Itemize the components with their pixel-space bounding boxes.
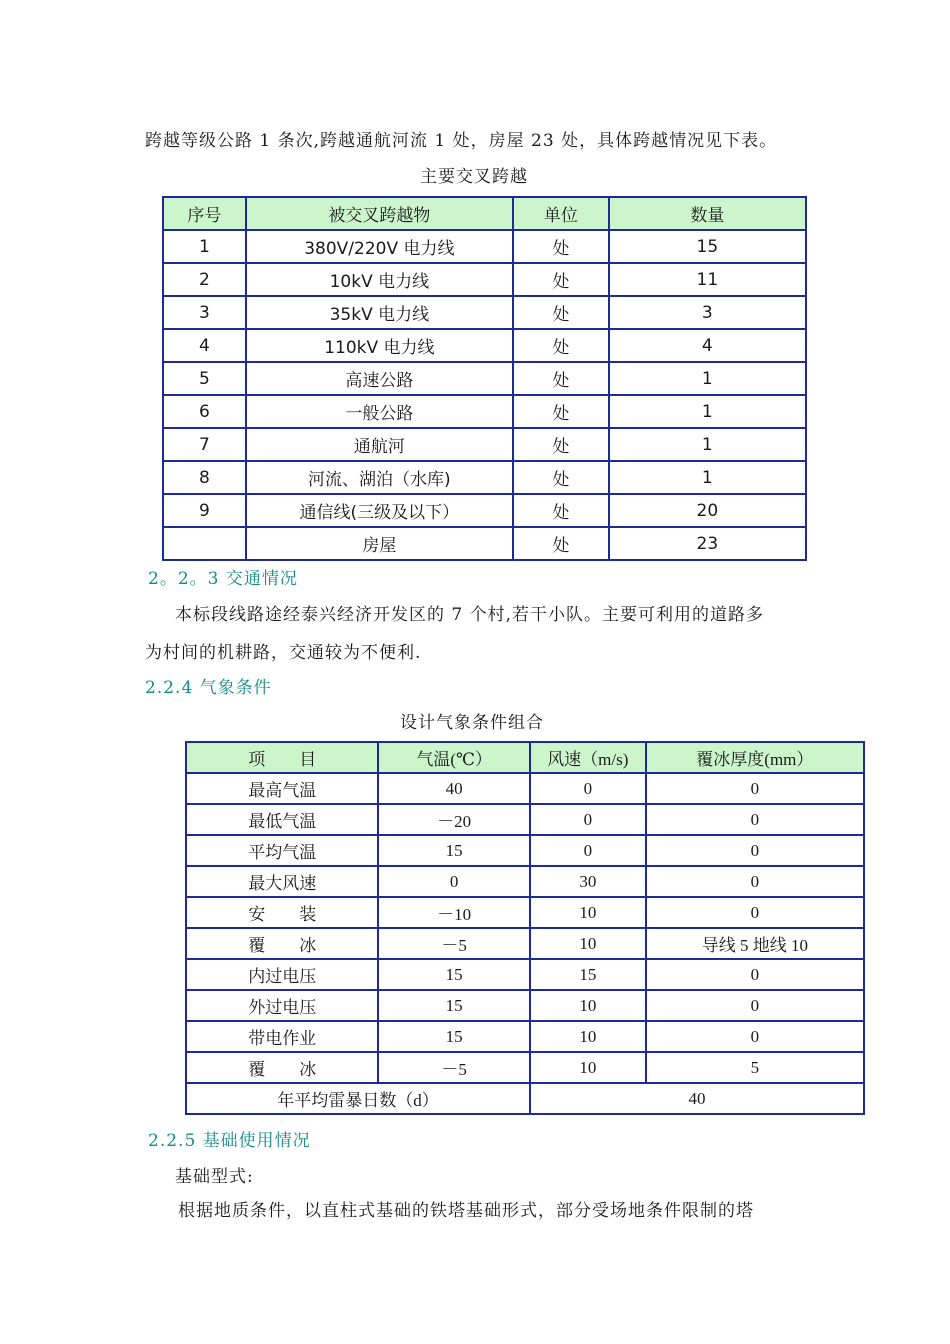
table-cell: 35kV 电力线 xyxy=(246,296,513,329)
table-cell: 导线 5 地线 10 xyxy=(646,928,864,959)
table-row xyxy=(186,835,864,866)
table-cell: 5 xyxy=(646,1052,864,1083)
table-cell: 处 xyxy=(513,395,609,428)
section-heading-traffic: 2。2。3 交通情况 xyxy=(148,569,298,589)
table-row xyxy=(163,329,806,362)
table-cell: 覆 冰 xyxy=(186,928,378,959)
table-cell: 15 xyxy=(530,959,646,990)
table-cell: 处 xyxy=(513,362,609,395)
table-cell xyxy=(163,527,246,560)
table-cell: 15 xyxy=(378,1021,530,1052)
table-cell: 1 xyxy=(609,428,806,461)
table-cell: 房屋 xyxy=(246,527,513,560)
table-cell: 0 xyxy=(646,866,864,897)
table-cell: 处 xyxy=(513,329,609,362)
table-cell: 0 xyxy=(646,897,864,928)
table-cell: 6 xyxy=(163,395,246,428)
table-cell: 1 xyxy=(609,362,806,395)
table-cell: 通信线(三级及以下） xyxy=(246,494,513,527)
table-row xyxy=(186,773,864,804)
table-cell: 20 xyxy=(609,494,806,527)
table-cell: 0 xyxy=(530,773,646,804)
table-cell: 3 xyxy=(609,296,806,329)
table-cell: 4 xyxy=(609,329,806,362)
table-cell: 0 xyxy=(646,959,864,990)
table-cell: 河流、湖泊（水库) xyxy=(246,461,513,494)
table-cell: －5 xyxy=(378,928,530,959)
table-cell: 平均气温 xyxy=(186,835,378,866)
table-row xyxy=(186,959,864,990)
table-cell: 处 xyxy=(513,296,609,329)
table-cell: 通航河 xyxy=(246,428,513,461)
table-cell: 11 xyxy=(609,263,806,296)
table-cell: 10 xyxy=(530,928,646,959)
crossing-table xyxy=(162,196,807,561)
table-row xyxy=(186,1052,864,1083)
table-cell: 7 xyxy=(163,428,246,461)
table-cell: 最高气温 xyxy=(186,773,378,804)
header-cell: 覆冰厚度(mm） xyxy=(646,742,864,773)
table-row xyxy=(163,395,806,428)
table-row xyxy=(163,428,806,461)
table-row xyxy=(163,461,806,494)
table-cell: 处 xyxy=(513,428,609,461)
table-cell: 15 xyxy=(378,835,530,866)
table-cell: 外过电压 xyxy=(186,990,378,1021)
table-cell: 23 xyxy=(609,527,806,560)
header-cell: 被交叉跨越物 xyxy=(246,197,513,230)
table-cell: 40 xyxy=(378,773,530,804)
table-cell: 0 xyxy=(530,835,646,866)
table-cell: 高速公路 xyxy=(246,362,513,395)
table-row xyxy=(163,494,806,527)
header-cell: 数量 xyxy=(609,197,806,230)
table-cell: 110kV 电力线 xyxy=(246,329,513,362)
table-cell: 覆 冰 xyxy=(186,1052,378,1083)
table1-caption: 主要交叉跨越 xyxy=(420,167,528,187)
table-cell: 0 xyxy=(646,835,864,866)
table-cell: 1 xyxy=(609,461,806,494)
section-heading-weather: 2.2.4 气象条件 xyxy=(145,678,272,698)
table-cell: 处 xyxy=(513,527,609,560)
intro-line: 跨越等级公路 1 条次,跨越通航河流 1 处，房屋 23 处，具体跨越情况见下表。 xyxy=(145,131,778,151)
table-footer-row xyxy=(186,1083,864,1114)
table-cell: 3 xyxy=(163,296,246,329)
table-row xyxy=(163,527,806,560)
table-cell: 1 xyxy=(609,395,806,428)
table-cell: 最低气温 xyxy=(186,804,378,835)
table-cell: －20 xyxy=(378,804,530,835)
table-row xyxy=(186,928,864,959)
table-row xyxy=(163,230,806,263)
traffic-para-line2: 为村间的机耕路，交通较为不便利. xyxy=(145,643,422,663)
table-cell: 10 xyxy=(530,1052,646,1083)
footer-value-cell: 40 xyxy=(530,1083,864,1114)
table-row xyxy=(186,897,864,928)
header-cell: 单位 xyxy=(513,197,609,230)
header-cell: 序号 xyxy=(163,197,246,230)
header-cell: 风速（m/s) xyxy=(530,742,646,773)
table-cell: 15 xyxy=(609,230,806,263)
table-cell: 10 xyxy=(530,897,646,928)
weather-table xyxy=(185,741,865,1115)
table-cell: 安 装 xyxy=(186,897,378,928)
table-cell: 1 xyxy=(163,230,246,263)
table-cell: 0 xyxy=(646,990,864,1021)
table-cell: 带电作业 xyxy=(186,1021,378,1052)
table-cell: 5 xyxy=(163,362,246,395)
table-cell: 9 xyxy=(163,494,246,527)
table-row xyxy=(163,263,806,296)
table-cell: 最大风速 xyxy=(186,866,378,897)
table-cell: 380V/220V 电力线 xyxy=(246,230,513,263)
table-header-row xyxy=(186,742,864,773)
table-row xyxy=(163,296,806,329)
table-cell: 8 xyxy=(163,461,246,494)
header-cell: 项 目 xyxy=(186,742,378,773)
table-cell: 0 xyxy=(646,773,864,804)
table-row xyxy=(186,804,864,835)
table-cell: 内过电压 xyxy=(186,959,378,990)
table-row xyxy=(186,866,864,897)
table-cell: 10 xyxy=(530,1021,646,1052)
header-cell: 气温(℃） xyxy=(378,742,530,773)
table-cell: 处 xyxy=(513,263,609,296)
table-header-row xyxy=(163,197,806,230)
table-cell: 处 xyxy=(513,494,609,527)
table-cell: 15 xyxy=(378,959,530,990)
traffic-para-line1: 本标段线路途经泰兴经济开发区的 7 个村,若干小队。主要可利用的道路多 xyxy=(175,605,765,625)
section-heading-foundation: 2.2.5 基础使用情况 xyxy=(148,1131,311,1151)
table-row xyxy=(163,362,806,395)
table-cell: 30 xyxy=(530,866,646,897)
foundation-subheading: 基础型式: xyxy=(175,1167,254,1187)
table-cell: －5 xyxy=(378,1052,530,1083)
table-row xyxy=(186,990,864,1021)
table-cell: 0 xyxy=(646,1021,864,1052)
table-cell: 处 xyxy=(513,230,609,263)
table-cell: 15 xyxy=(378,990,530,1021)
table-cell: 10kV 电力线 xyxy=(246,263,513,296)
table-cell: 4 xyxy=(163,329,246,362)
table-cell: －10 xyxy=(378,897,530,928)
table-row xyxy=(186,1021,864,1052)
table-cell: 0 xyxy=(378,866,530,897)
table-cell: 0 xyxy=(530,804,646,835)
table-cell: 10 xyxy=(530,990,646,1021)
table-cell: 0 xyxy=(646,804,864,835)
footer-label-cell: 年平均雷暴日数（d） xyxy=(186,1083,530,1114)
table-cell: 一般公路 xyxy=(246,395,513,428)
table2-caption: 设计气象条件组合 xyxy=(400,713,544,733)
table-cell: 处 xyxy=(513,461,609,494)
table-cell: 2 xyxy=(163,263,246,296)
foundation-para-line1: 根据地质条件，以直柱式基础的铁塔基础形式，部分受场地条件限制的塔 xyxy=(178,1201,754,1221)
